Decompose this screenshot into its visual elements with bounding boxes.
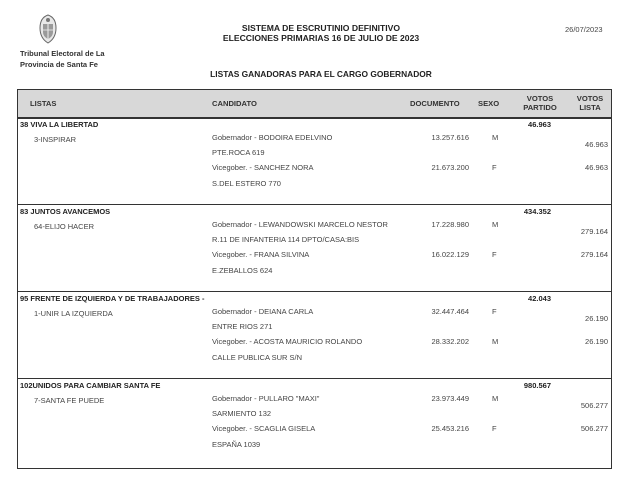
candidate-document: 21.673.200 <box>431 163 469 172</box>
votos-lista: 26.190 <box>585 337 608 346</box>
col-votos-partido <box>515 94 565 112</box>
col-listas: LISTAS <box>30 99 57 108</box>
org-line-2: Provincia de Santa Fe <box>20 60 98 69</box>
col-votos-partido-line1: VOTOS <box>526 94 554 103</box>
table-header <box>18 90 611 119</box>
party-title: 95 FRENTE DE IZQUIERDA Y DE TRABAJADORES - <box>20 294 205 303</box>
candidate-sex: F <box>492 163 497 172</box>
candidate-document: 23.973.449 <box>431 394 469 403</box>
candidate-name: Vicegober. - SCAGLIA GISELA <box>212 424 316 433</box>
votos-lista: 26.190 <box>585 314 608 323</box>
col-votos-lista-line2: LISTA <box>579 103 601 112</box>
candidate-address: ENTRE RIOS 271 <box>212 322 273 331</box>
candidate-sex: F <box>492 307 497 316</box>
party-title: 102UNIDOS PARA CAMBIAR SANTA FE <box>20 381 161 390</box>
candidate-address: S.DEL ESTERO 770 <box>212 179 281 188</box>
candidate-name: Gobernador - BODOIRA EDELVINO <box>212 133 333 142</box>
list-name: 1-UNIR LA IZQUIERDA <box>34 309 113 318</box>
candidate-sex: F <box>492 424 497 433</box>
list-name: 7-SANTA FE PUEDE <box>34 396 105 405</box>
col-documento: DOCUMENTO <box>410 99 460 108</box>
candidate-sex: M <box>492 133 499 142</box>
organization-name <box>20 48 105 70</box>
party-section <box>18 291 611 379</box>
candidate-address: PTE.ROCA 619 <box>212 148 265 157</box>
candidate-name: Gobernador - LEWANDOWSKI MARCELO NESTOR <box>212 220 388 229</box>
report-date: 26/07/2023 <box>565 25 603 34</box>
candidate-name: Gobernador - DEIANA CARLA <box>212 307 314 316</box>
candidate-sex: M <box>492 220 499 229</box>
candidate-address: R.11 DE INFANTERIA 114 DPTO/CASA:BIS <box>212 235 360 244</box>
candidate-document: 13.257.616 <box>431 133 469 142</box>
col-votos-lista <box>574 94 606 112</box>
party-section <box>18 118 611 204</box>
candidate-address: CALLE PUBLICA SUR S/N <box>212 353 303 362</box>
party-title: 38 VIVA LA LIBERTAD <box>20 120 99 129</box>
candidate-name: Vicegober. - ACOSTA MAURICIO ROLANDO <box>212 337 363 346</box>
candidate-sex: F <box>492 250 497 259</box>
candidate-name: Gobernador - PULLARO "MAXI" <box>212 394 320 403</box>
col-votos-lista-line1: VOTOS <box>576 94 604 103</box>
votos-lista: 506.277 <box>580 424 608 433</box>
candidate-document: 25.453.216 <box>431 424 469 433</box>
candidate-name: Vicegober. - SANCHEZ NORA <box>212 163 314 172</box>
report-subtitle: LISTAS GANADORAS PARA EL CARGO GOBERNADOR <box>210 69 432 79</box>
candidate-document: 16.022.129 <box>431 250 469 259</box>
results-table <box>17 89 612 469</box>
votos-lista: 279.164 <box>580 227 608 236</box>
list-name: 3-INSPIRAR <box>34 135 77 144</box>
votos-partido: 46.963 <box>528 120 551 129</box>
votos-lista: 46.963 <box>585 140 608 149</box>
party-section <box>18 204 611 292</box>
votos-lista: 46.963 <box>585 163 608 172</box>
candidate-document: 32.447.464 <box>431 307 469 316</box>
votos-lista: 506.277 <box>580 401 608 410</box>
list-name: 64-ELIJO HACER <box>34 222 95 231</box>
document-title <box>0 23 642 43</box>
party-section <box>18 378 611 469</box>
candidate-address: SARMIENTO 132 <box>212 409 272 418</box>
candidate-sex: M <box>492 337 499 346</box>
votos-partido: 434.352 <box>523 207 551 216</box>
col-candidato: CANDIDATO <box>212 99 257 108</box>
col-votos-partido-line2: PARTIDO <box>523 103 557 112</box>
candidate-document: 28.332.202 <box>431 337 469 346</box>
candidate-document: 17.228.980 <box>431 220 469 229</box>
votos-lista: 279.164 <box>580 250 608 259</box>
title-line-1: SISTEMA DE ESCRUTINIO DEFINITIVO <box>241 23 401 33</box>
candidate-sex: M <box>492 394 499 403</box>
votos-partido: 980.567 <box>523 381 551 390</box>
candidate-address: E.ZEBALLOS 624 <box>212 266 273 275</box>
org-line-1: Tribunal Electoral de La <box>20 49 105 58</box>
candidate-name: Vicegober. - FRANA SILVINA <box>212 250 310 259</box>
candidate-address: ESPAÑA 1039 <box>212 440 261 449</box>
party-title: 83 JUNTOS AVANCEMOS <box>20 207 111 216</box>
col-sexo: SEXO <box>478 99 500 108</box>
title-line-2: ELECCIONES PRIMARIAS 16 DE JULIO DE 2023 <box>222 33 420 43</box>
votos-partido: 42.043 <box>528 294 551 303</box>
